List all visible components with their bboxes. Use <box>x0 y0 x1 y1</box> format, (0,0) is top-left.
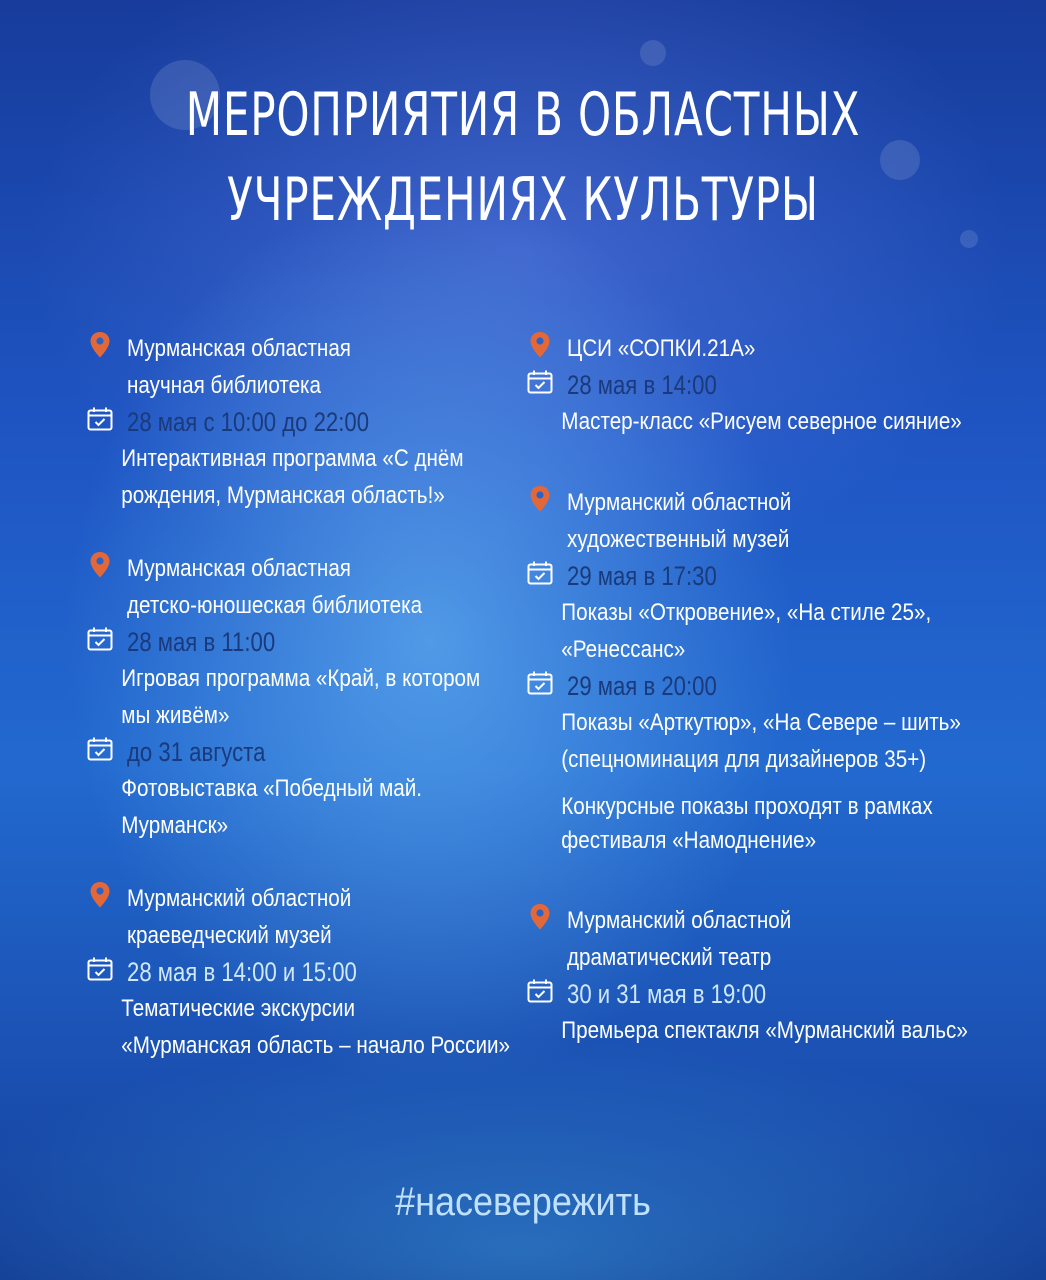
decor-bokeh <box>960 230 978 248</box>
venue-name: Мурманский областной <box>567 907 792 934</box>
event-note: Конкурсные показы проходят в рамках <box>561 793 933 820</box>
venue-name: драматический театр <box>567 944 772 971</box>
right-column <box>526 330 986 1085</box>
event-description: Премьера спектакля «Мурманский вальс» <box>561 1017 968 1044</box>
left-column <box>86 330 516 1100</box>
calendar-icon <box>86 624 114 654</box>
event-date: 29 мая в 20:00 <box>567 671 717 701</box>
venue-name: краеведческий музей <box>127 922 332 949</box>
event-date: 28 мая в 11:00 <box>127 627 276 657</box>
event-date: 28 мая с 10:00 до 22:00 <box>127 407 370 437</box>
venue-name: Мурманский областной <box>127 885 352 912</box>
calendar-icon <box>526 367 554 397</box>
location-pin-icon <box>86 550 114 580</box>
venue-name: детско-юношеская библиотека <box>127 592 423 619</box>
event-description: Мурманск» <box>121 812 229 839</box>
location-pin-icon <box>526 902 554 932</box>
hashtag: #насевережить <box>395 1180 651 1224</box>
calendar-icon <box>86 734 114 764</box>
calendar-icon <box>86 404 114 434</box>
event-description: Интерактивная программа «С днём <box>121 445 464 472</box>
venue-name: научная библиотека <box>127 372 322 399</box>
calendar-icon <box>526 668 554 698</box>
calendar-icon <box>526 976 554 1006</box>
location-pin-icon <box>526 484 554 514</box>
calendar-icon <box>86 954 114 984</box>
event-description: Игровая программа «Край, в котором <box>121 665 481 692</box>
event-date: до 31 августа <box>127 737 266 767</box>
event-drama-theatre <box>526 902 986 1049</box>
event-date: 29 мая в 17:30 <box>567 561 717 591</box>
event-note: фестиваля «Намоднение» <box>561 827 817 854</box>
event-library-scientific <box>86 330 516 514</box>
venue-name: Мурманский областной <box>567 489 792 516</box>
event-library-youth <box>86 550 516 844</box>
event-description: Мастер-класс «Рисуем северное сияние» <box>561 408 962 435</box>
location-pin-icon <box>526 330 554 360</box>
event-local-history-museum <box>86 880 516 1064</box>
event-description: Показы «Откровение», «На стиле 25», <box>561 599 932 626</box>
calendar-icon <box>526 558 554 588</box>
event-description: «Ренессанс» <box>561 636 686 663</box>
event-description: (спецноминация для дизайнеров 35+) <box>561 746 927 773</box>
event-description: Фотовыставка «Победный май. <box>121 775 423 802</box>
event-date: 28 мая в 14:00 и 15:00 <box>127 957 357 987</box>
event-description: рождения, Мурманская область!» <box>121 482 445 509</box>
event-date: 30 и 31 мая в 19:00 <box>567 979 767 1009</box>
venue-name: художественный музей <box>567 526 790 553</box>
venue-name: Мурманская областная <box>127 555 351 582</box>
event-description: «Мурманская область – начало России» <box>121 1032 511 1059</box>
event-art-museum <box>526 484 986 858</box>
event-description: мы живём» <box>121 702 230 729</box>
decor-bokeh <box>640 40 666 66</box>
event-date: 28 мая в 14:00 <box>567 370 717 400</box>
location-pin-icon <box>86 330 114 360</box>
location-pin-icon <box>86 880 114 910</box>
venue-name: ЦСИ «СОПКИ.21А» <box>567 335 756 362</box>
venue-name: Мурманская областная <box>127 335 351 362</box>
event-sopki <box>526 330 986 440</box>
title-line-1: МЕРОПРИЯТИЯ В ОБЛАСТНЫХ <box>185 80 861 150</box>
title-line-2: УЧРЕЖДЕНИЯХ КУЛЬТУРЫ <box>227 165 819 235</box>
event-description: Показы «Арткутюр», «На Севере – шить» <box>561 709 961 736</box>
event-description: Тематические экскурсии <box>121 995 356 1022</box>
